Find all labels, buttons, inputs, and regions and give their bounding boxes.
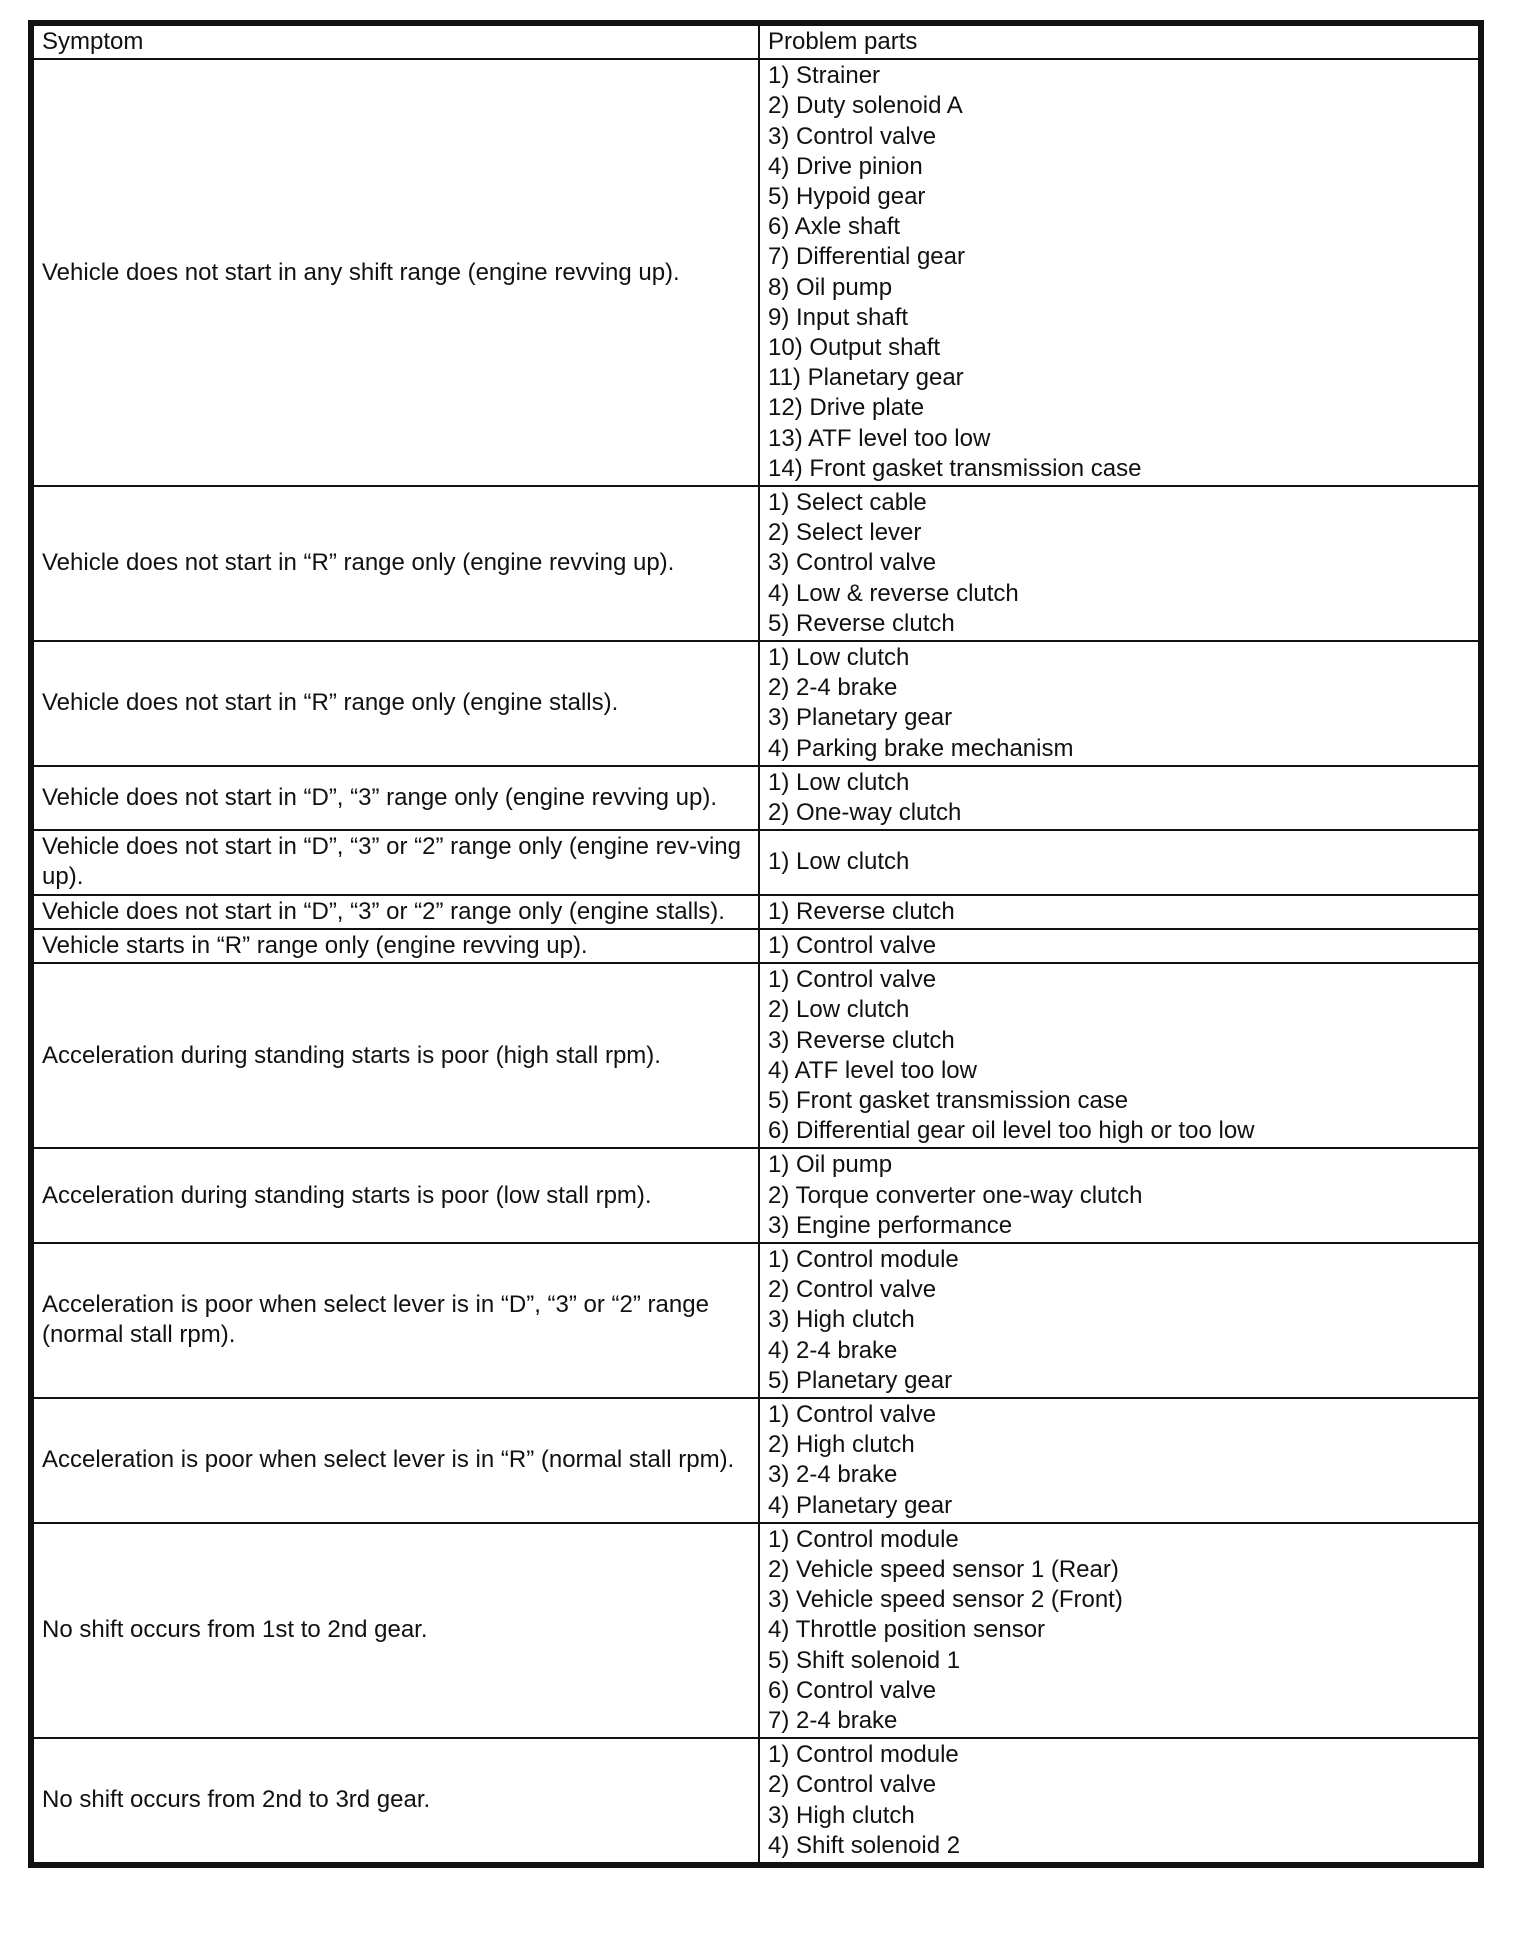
problem-part-item: 1) Reverse clutch: [768, 897, 955, 925]
problem-part-item: 1) Control module: [768, 1245, 959, 1273]
problem-parts-list: [768, 897, 1470, 927]
problem-parts-list: [768, 1400, 1470, 1521]
problem-parts-column-header: Problem parts: [759, 25, 1479, 59]
problem-part-item: 11) Planetary gear: [768, 364, 964, 392]
problem-part-item: 4) Drive pinion: [768, 152, 923, 180]
problem-parts-list: [768, 931, 1470, 961]
problem-parts-list: [768, 643, 1470, 764]
table-row: [33, 59, 1479, 486]
table-row: [33, 641, 1479, 766]
problem-part-item: 4) Parking brake mechanism: [768, 734, 1074, 762]
problem-part-item: 12) Drive plate: [768, 394, 925, 422]
problem-part-item: 7) 2-4 brake: [768, 1706, 898, 1734]
problem-parts-list: [768, 61, 1470, 484]
problem-part-item: 8) Oil pump: [768, 273, 893, 301]
problem-part-item: 2) Control valve: [768, 1771, 937, 1799]
table-row: [33, 486, 1479, 641]
problem-part-item: 14) Front gasket transmission case: [768, 454, 1142, 482]
table-row: [33, 1243, 1479, 1398]
problem-part-item: 5) Hypoid gear: [768, 183, 926, 211]
problem-part-item: 3) Control valve: [768, 549, 937, 577]
symptom-cell: Vehicle does not start in any shift range (engine revving up).: [33, 59, 759, 486]
problem-parts-cell: [759, 486, 1479, 641]
problem-part-item: 2) High clutch: [768, 1431, 915, 1459]
troubleshooting-table-frame: [28, 20, 1484, 1868]
symptom-cell: Acceleration is poor when select lever is in “D”, “3” or “2” range (normal stall rpm).: [33, 1243, 759, 1398]
problem-part-item: 5) Front gasket transmission case: [768, 1086, 1129, 1114]
problem-parts-list: [768, 1740, 1470, 1861]
problem-parts-list: [768, 1245, 1470, 1396]
problem-part-item: 6) Control valve: [768, 1676, 937, 1704]
problem-part-item: 6) Differential gear oil level too high or too low: [768, 1117, 1255, 1145]
table-row: [33, 830, 1479, 894]
problem-parts-list: [768, 965, 1470, 1146]
problem-part-item: 1) Low clutch: [768, 848, 910, 876]
problem-part-item: 9) Input shaft: [768, 303, 909, 331]
problem-parts-cell: [759, 1243, 1479, 1398]
symptom-cell: Acceleration is poor when select lever is in “R” (normal stall rpm).: [33, 1398, 759, 1523]
problem-part-item: 1) Control valve: [768, 1400, 937, 1428]
table-row: [33, 929, 1479, 963]
problem-part-item: 2) Duty solenoid A: [768, 92, 963, 120]
problem-parts-cell: [759, 895, 1479, 929]
symptom-cell: Vehicle does not start in “D”, “3” or “2” range only (engine rev-ving up).: [33, 830, 759, 894]
table-row: [33, 963, 1479, 1148]
problem-part-item: 7) Differential gear: [768, 243, 965, 271]
problem-part-item: 4) 2-4 brake: [768, 1336, 898, 1364]
problem-part-item: 1) Control module: [768, 1525, 959, 1553]
problem-part-item: 2) Control valve: [768, 1276, 937, 1304]
table-row: [33, 1738, 1479, 1863]
problem-parts-list: [768, 1150, 1470, 1241]
problem-part-item: 3) Planetary gear: [768, 704, 953, 732]
symptom-cell: No shift occurs from 1st to 2nd gear.: [33, 1523, 759, 1738]
symptom-cell: No shift occurs from 2nd to 3rd gear.: [33, 1738, 759, 1863]
symptom-cell: Vehicle starts in “R” range only (engine revving up).: [33, 929, 759, 963]
symptom-cell: Vehicle does not start in “D”, “3” range only (engine revving up).: [33, 766, 759, 830]
problem-part-item: 3) Reverse clutch: [768, 1026, 955, 1054]
problem-parts-list: [768, 1525, 1470, 1736]
table-row: [33, 895, 1479, 929]
symptom-cell: Acceleration during standing starts is poor (high stall rpm).: [33, 963, 759, 1148]
problem-part-item: 4) Planetary gear: [768, 1491, 953, 1519]
problem-part-item: 3) Control valve: [768, 122, 937, 150]
symptom-cell: Vehicle does not start in “R” range only (engine stalls).: [33, 641, 759, 766]
problem-part-item: 4) Low & reverse clutch: [768, 579, 1019, 607]
problem-parts-list: [768, 488, 1470, 639]
problem-part-item: 2) One-way clutch: [768, 799, 962, 827]
problem-part-item: 2) 2-4 brake: [768, 674, 898, 702]
table-row: [33, 1523, 1479, 1738]
problem-part-item: 3) 2-4 brake: [768, 1461, 898, 1489]
problem-part-item: 4) Shift solenoid 2: [768, 1831, 961, 1859]
problem-part-item: 6) Axle shaft: [768, 213, 901, 241]
problem-part-item: 1) Select cable: [768, 489, 927, 517]
symptom-cell: Vehicle does not start in “R” range only (engine revving up).: [33, 486, 759, 641]
symptom-cell: Acceleration during standing starts is poor (low stall rpm).: [33, 1148, 759, 1243]
table-body: [33, 59, 1479, 1863]
problem-part-item: 3) High clutch: [768, 1306, 915, 1334]
problem-parts-cell: [759, 963, 1479, 1148]
problem-parts-cell: [759, 1523, 1479, 1738]
problem-part-item: 1) Strainer: [768, 62, 881, 90]
problem-part-item: 2) Torque converter one-way clutch: [768, 1181, 1143, 1209]
symptom-cell: Vehicle does not start in “D”, “3” or “2” range only (engine stalls).: [33, 895, 759, 929]
problem-parts-cell: [759, 59, 1479, 486]
problem-part-item: 2) Low clutch: [768, 996, 910, 1024]
problem-part-item: 1) Oil pump: [768, 1151, 893, 1179]
problem-part-item: 4) ATF level too low: [768, 1056, 977, 1084]
symptom-column-header: Symptom: [33, 25, 759, 59]
problem-part-item: 1) Low clutch: [768, 768, 910, 796]
problem-parts-cell: [759, 641, 1479, 766]
problem-parts-cell: [759, 1398, 1479, 1523]
problem-part-item: 3) High clutch: [768, 1801, 915, 1829]
problem-part-item: 13) ATF level too low: [768, 424, 991, 452]
problem-part-item: 1) Low clutch: [768, 644, 910, 672]
problem-part-item: 1) Control valve: [768, 931, 937, 959]
problem-part-item: 3) Engine performance: [768, 1211, 1013, 1239]
troubleshooting-table: [32, 24, 1480, 1864]
problem-part-item: 1) Control valve: [768, 966, 937, 994]
problem-parts-cell: [759, 929, 1479, 963]
problem-part-item: 3) Vehicle speed sensor 2 (Front): [768, 1586, 1123, 1614]
problem-part-item: 5) Shift solenoid 1: [768, 1646, 961, 1674]
table-row: [33, 766, 1479, 830]
problem-part-item: 1) Control module: [768, 1741, 959, 1769]
problem-parts-cell: [759, 1148, 1479, 1243]
problem-parts-list: [768, 768, 1470, 828]
problem-part-item: 5) Reverse clutch: [768, 609, 955, 637]
table-row: [33, 1398, 1479, 1523]
problem-parts-cell: [759, 766, 1479, 830]
problem-parts-cell: [759, 1738, 1479, 1863]
problem-part-item: 10) Output shaft: [768, 334, 941, 362]
problem-part-item: 4) Throttle position sensor: [768, 1616, 1046, 1644]
problem-parts-list: [768, 847, 1470, 877]
problem-part-item: 2) Select lever: [768, 519, 922, 547]
problem-part-item: 2) Vehicle speed sensor 1 (Rear): [768, 1555, 1119, 1583]
problem-part-item: 5) Planetary gear: [768, 1366, 953, 1394]
table-row: [33, 1148, 1479, 1243]
table-header-row: [33, 25, 1479, 59]
problem-parts-cell: [759, 830, 1479, 894]
